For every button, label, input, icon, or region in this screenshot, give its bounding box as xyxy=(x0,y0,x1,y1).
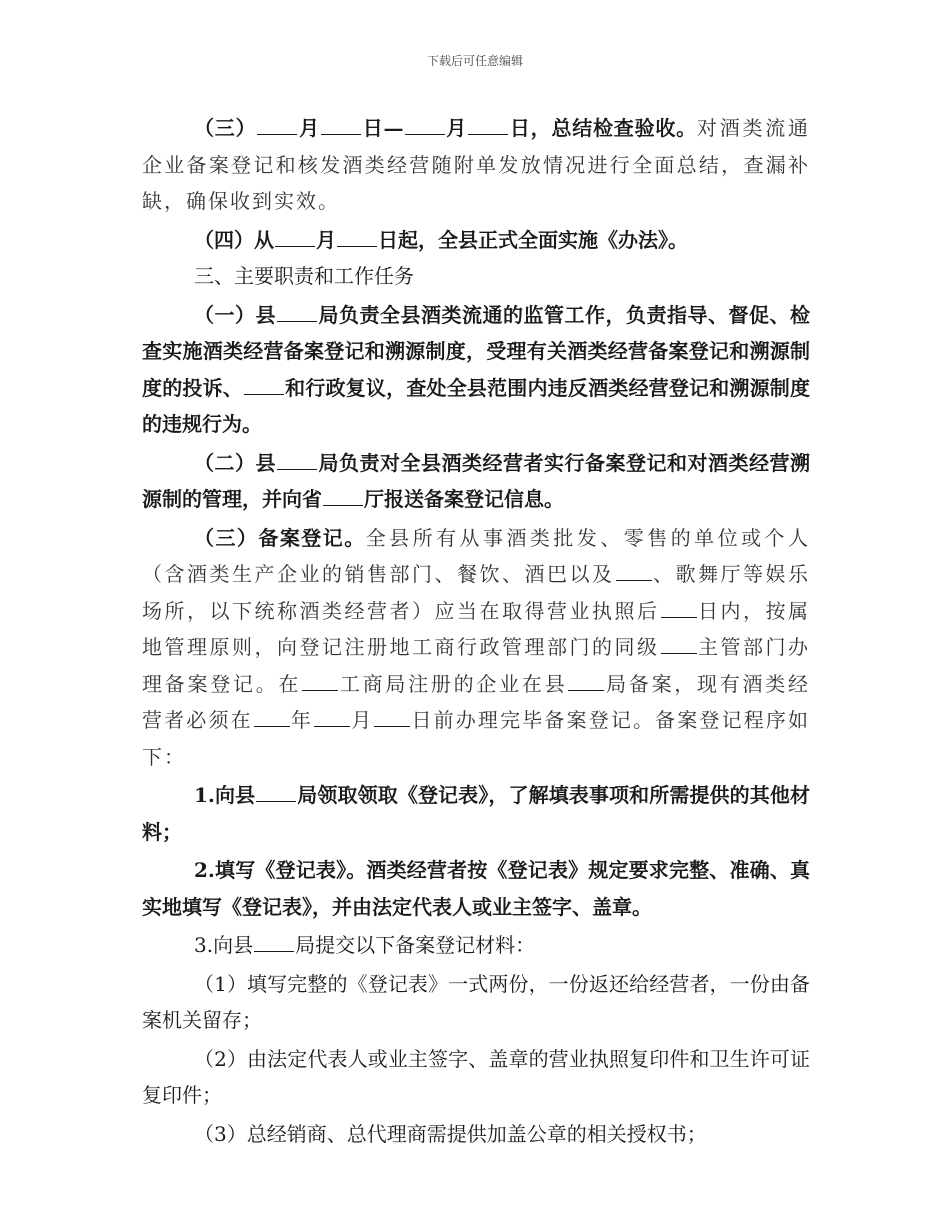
blank-line xyxy=(256,783,296,802)
blank-line xyxy=(302,672,338,691)
paragraph-county-bureau-duties: （一）县 局负责全县酒类流通的监管工作，负责指导、督促、检查实施酒类经营备案登记和溯源制度，受理有关酒类经营备案登记和溯源制度的投诉、 和行政复议，查处全县范围内违反酒类经营登记和溯源制度的违规行为。 xyxy=(142,302,811,436)
paragraph-implementation-date: （四）从 月 日起，全县正式全面实施《办法》。 xyxy=(194,227,688,252)
blank-line xyxy=(661,599,697,618)
page-header: 下载后可任意编辑 xyxy=(426,54,523,68)
step-1-obtain-form: 1.向县 局领取领取《登记表》，了解填表事项和所需提供的其他材料； xyxy=(142,783,810,844)
blank-line xyxy=(323,487,363,506)
blank-line xyxy=(244,376,284,395)
blank-line xyxy=(277,303,317,322)
blank-line xyxy=(374,708,410,727)
blank-line xyxy=(405,116,445,135)
material-item-3: （3）总经销商、总代理商需提供加盖公章的相关授权书； xyxy=(194,1121,707,1146)
blank-line xyxy=(321,116,361,135)
blank-line xyxy=(616,562,652,581)
paragraph-registration-management: （二）县 局负责对全县酒类经营者实行备案登记和对酒类经营溯源制的管理，并向省 厅报送备案登记信息。 xyxy=(142,450,810,511)
step-3-submit-materials: 3.向县 局提交以下备案登记材料： xyxy=(194,933,536,957)
blank-line xyxy=(277,451,317,470)
material-item-2: （2）由法定代表人或业主签字、盖章的营业执照复印件和卫生许可证复印件； xyxy=(142,1046,810,1107)
paragraph-inspection-acceptance: （三） 月 日— 月 日，总结检查验收。对酒类流通企业备案登记和核发酒类经营随附单发放情况进行全面总结，查漏补缺，确保收到实效。 xyxy=(142,116,811,213)
material-item-1: （1）填写完整的《登记表》一式两份，一份返还给经营者，一份由备案机关留存； xyxy=(142,971,810,1032)
blank-line xyxy=(257,116,297,135)
blank-line xyxy=(337,228,377,247)
section-heading-duties: 三、主要职责和工作任务 xyxy=(194,264,414,288)
blank-line xyxy=(468,116,508,135)
document-body xyxy=(142,110,810,1152)
blank-line xyxy=(254,708,290,727)
blank-line xyxy=(661,635,697,654)
step-2-fill-form: 2.填写《登记表》。酒类经营者按《登记表》规定要求完整、准确、真实地填写《登记表》，并由法定代表人或业主签字、盖章。 xyxy=(142,858,810,919)
blank-line xyxy=(568,672,604,691)
blank-line xyxy=(275,228,315,247)
blank-line xyxy=(254,933,294,952)
paragraph-filing-registration: （三）备案登记。全县所有从事酒类批发、零售的单位或个人（含酒类生产企业的销售部门、餐饮、酒巴以及 、歌舞厅等娱乐场所，以下统称酒类经营者）应当在取得营业执照后 日内，按属地管理原则，向登记注册地工商行政管理部门的同级 主管部门办理备案登记。在 工商局注册的企业在县 局备案，现有酒类经营者必须在 年 月 日前办理完毕备案登记。备案登记程序如下： xyxy=(142,525,811,769)
blank-line xyxy=(314,708,350,727)
